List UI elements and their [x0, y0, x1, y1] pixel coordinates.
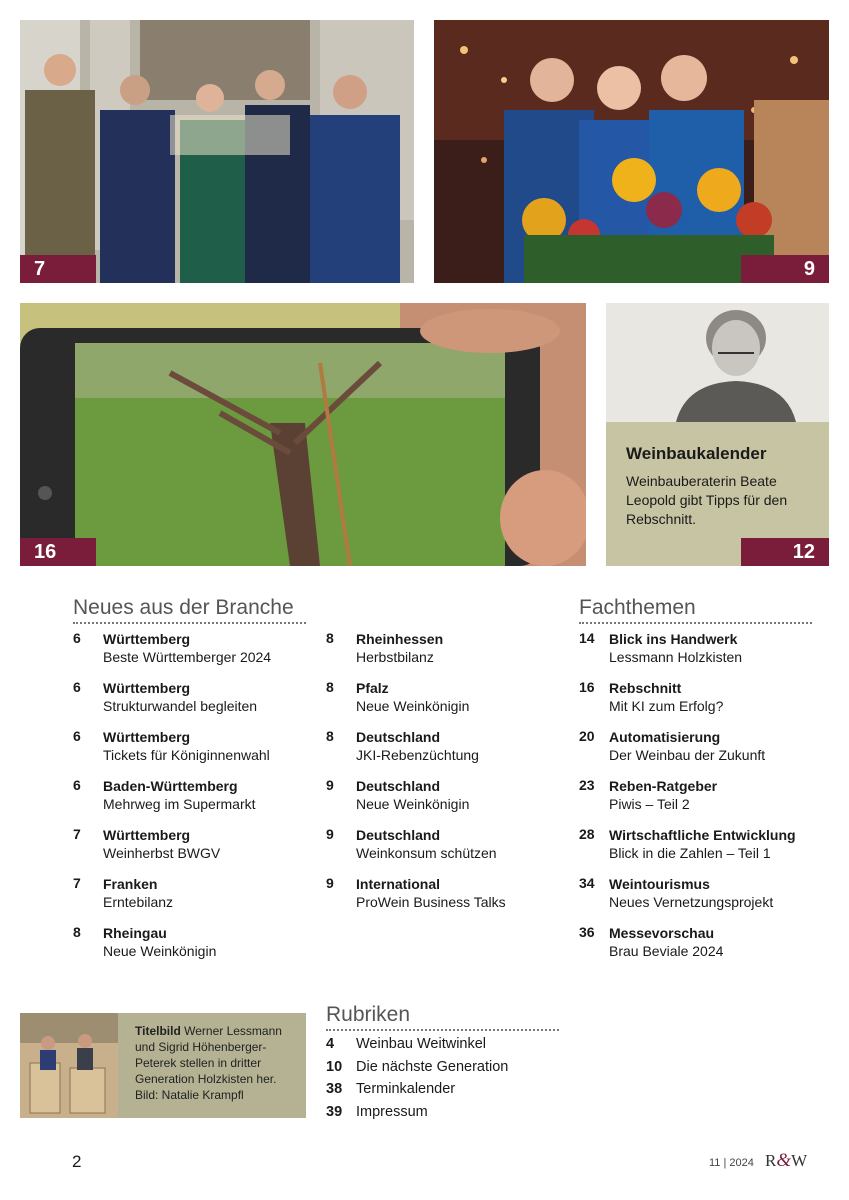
cover-caption: [135, 1023, 297, 1103]
cover-caption-label: Titelbild: [135, 1024, 181, 1038]
toc-entry[interactable]: [73, 728, 303, 777]
weinbaukalender-box: [606, 422, 829, 566]
toc-topic: Weinkonsum schützen: [356, 845, 497, 861]
toc-page: 6: [73, 679, 81, 695]
rubrik-title: Impressum: [356, 1103, 428, 1120]
rubrik-title: Die nächste Generation: [356, 1058, 509, 1075]
toc-region: Weintourismus: [609, 876, 710, 892]
photo-wine-queens: [434, 20, 829, 283]
toc-region: Messevorschau: [609, 925, 715, 941]
toc-page: 9: [326, 826, 334, 842]
toc-entry[interactable]: [73, 679, 303, 728]
page-badge: 16: [20, 538, 96, 566]
toc-region: Württemberg: [103, 631, 191, 647]
weinbaukalender-text: Weinbauberaterin Beate Leopold gibt Tipps für den Rebschnitt.: [626, 473, 788, 527]
toc-topic: Neues Vernetzungsprojekt: [609, 894, 774, 910]
photo-smartphone-vine: [20, 303, 586, 566]
toc-entry[interactable]: [579, 875, 829, 924]
weinbaukalender-title: Weinbaukalender: [626, 444, 767, 463]
toc-page: 8: [326, 728, 334, 744]
toc-region: Württemberg: [103, 680, 191, 696]
rubrik-page: 10: [326, 1058, 343, 1075]
branche-column-2: [326, 630, 556, 924]
toc-topic: Mit KI zum Erfolg?: [609, 698, 724, 714]
branche-column-1: [73, 630, 303, 973]
toc-entry[interactable]: [73, 826, 303, 875]
toc-page: 8: [73, 924, 81, 940]
toc-page: 9: [326, 777, 334, 793]
logo-amp: &: [776, 1150, 792, 1171]
toc-region: Baden-Württemberg: [103, 778, 238, 794]
toc-entry[interactable]: [579, 924, 829, 973]
toc-region: Blick ins Handwerk: [609, 631, 738, 647]
toc-entry[interactable]: [326, 826, 556, 875]
rubrik-title: Terminkalender: [356, 1081, 456, 1097]
rubrik-entry[interactable]: [326, 1036, 566, 1059]
toc-region: Pfalz: [356, 680, 389, 696]
toc-region: Wirtschaftliche Entwicklung: [609, 827, 796, 843]
toc-entry[interactable]: [579, 826, 829, 875]
toc-entry[interactable]: [326, 875, 556, 924]
toc-region: Reben-Ratgeber: [609, 778, 718, 794]
logo-w: W: [791, 1151, 808, 1170]
page-badge: 12: [741, 538, 829, 566]
toc-page: 36: [579, 924, 595, 940]
toc-topic: Piwis – Teil 2: [609, 796, 690, 812]
toc-page: 9: [326, 875, 334, 891]
rubrik-title: Weinbau Weitwinkel: [356, 1036, 487, 1052]
toc-region: Franken: [103, 876, 158, 892]
toc-entry[interactable]: [73, 777, 303, 826]
rubrik-entry[interactable]: [326, 1059, 566, 1082]
toc-topic: Lessmann Holzkisten: [609, 649, 743, 665]
rubrik-entry[interactable]: [326, 1081, 566, 1104]
toc-topic: Neue Weinkönigin: [356, 796, 470, 812]
toc-region: Deutschland: [356, 729, 441, 745]
page-badge: 9: [741, 255, 829, 283]
toc-entry[interactable]: [326, 777, 556, 826]
toc-page: 16: [579, 679, 595, 695]
toc-entry[interactable]: [579, 777, 829, 826]
toc-region: Automatisierung: [609, 729, 721, 745]
section-heading-branche: Neues aus der Branche: [73, 596, 306, 624]
toc-topic: Weinherbst BWGV: [103, 845, 221, 861]
toc-topic: Herbstbilanz: [356, 649, 434, 665]
toc-topic: Tickets für Königinnenwahl: [103, 747, 270, 763]
toc-entry[interactable]: [73, 630, 303, 679]
section-heading-fachthemen: Fachthemen: [579, 596, 812, 624]
toc-page: 7: [73, 875, 81, 891]
toc-region: Rebschnitt: [609, 680, 682, 696]
toc-page: 23: [579, 777, 595, 793]
logo-r: R: [765, 1151, 777, 1170]
cover-caption-text: Werner Lessmann und Sigrid Höhenberger-Peterek stellen in dritter Generation Holzkisten her. Bild: Natalie Krampfl: [135, 1024, 282, 1102]
toc-topic: Strukturwandel begleiten: [103, 698, 258, 714]
rubrik-page: 4: [326, 1036, 335, 1052]
toc-page: 34: [579, 875, 595, 891]
fachthemen-column: [579, 630, 829, 973]
issue-number: 11 | 2024: [709, 1157, 754, 1169]
cover-caption-box: [20, 1013, 306, 1118]
page-badge: 7: [20, 255, 96, 283]
toc-entry[interactable]: [326, 630, 556, 679]
toc-page: 6: [73, 728, 81, 744]
toc-region: Rheingau: [103, 925, 167, 941]
toc-page: 8: [326, 679, 334, 695]
toc-region: Rheinhessen: [356, 631, 444, 647]
toc-region: International: [356, 876, 441, 892]
photo-portrait-beate-leopold: [606, 303, 829, 422]
toc-topic: Mehrweg im Supermarkt: [103, 796, 256, 812]
toc-topic: Erntebilanz: [103, 894, 174, 910]
toc-region: Deutschland: [356, 778, 441, 794]
toc-region: Württemberg: [103, 729, 191, 745]
toc-topic: Neue Weinkönigin: [103, 943, 217, 959]
toc-page: 28: [579, 826, 595, 842]
toc-topic: Der Weinbau der Zukunft: [609, 747, 766, 763]
magazine-logo: [765, 1150, 807, 1172]
toc-topic: ProWein Business Talks: [356, 894, 506, 910]
toc-page: 6: [73, 630, 81, 646]
section-heading-rubriken: Rubriken: [326, 1003, 559, 1031]
toc-page: 7: [73, 826, 81, 842]
toc-entry[interactable]: [579, 630, 829, 679]
toc-topic: Neue Weinkönigin: [356, 698, 470, 714]
toc-entry[interactable]: [73, 875, 303, 924]
toc-entry[interactable]: [326, 728, 556, 777]
toc-page: 8: [326, 630, 334, 646]
toc-entry[interactable]: [73, 924, 303, 973]
rubrik-page: 39: [326, 1103, 343, 1120]
toc-topic: Brau Beviale 2024: [609, 943, 724, 959]
toc-page: 20: [579, 728, 595, 744]
rubriken-column: [326, 1036, 566, 1126]
toc-page: 6: [73, 777, 81, 793]
toc-topic: JKI-Rebenzüchtung: [356, 747, 479, 763]
toc-entry[interactable]: [326, 679, 556, 728]
toc-region: Deutschland: [356, 827, 441, 843]
page-number: 2: [72, 1152, 82, 1171]
photo-winery-toast: [20, 20, 414, 283]
toc-region: Württemberg: [103, 827, 191, 843]
rubrik-entry[interactable]: [326, 1104, 566, 1127]
toc-topic: Blick in die Zahlen – Teil 1: [609, 845, 771, 861]
toc-page: 14: [579, 630, 595, 646]
cover-thumbnail: [20, 1013, 118, 1118]
toc-entry[interactable]: [579, 728, 829, 777]
toc-topic: Beste Württemberger 2024: [103, 649, 272, 665]
toc-entry[interactable]: [579, 679, 829, 728]
rubrik-page: 38: [326, 1081, 343, 1097]
